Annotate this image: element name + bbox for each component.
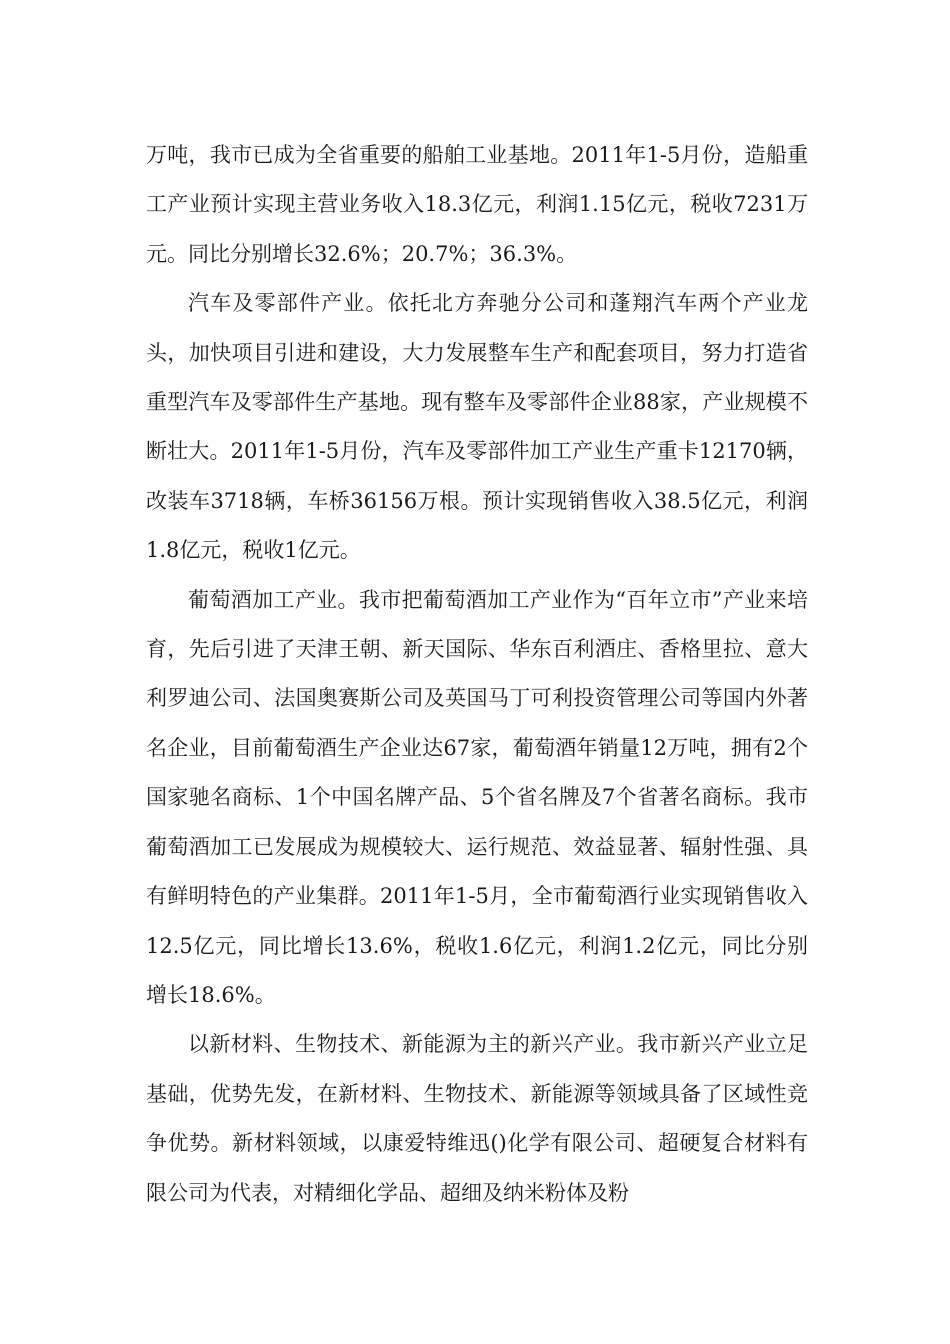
paragraph-emerging-industries: 以新材料、生物技术、新能源为主的新兴产业。我市新兴产业立足基础，优势先发，在新材料、生物技术、新能源等领域具备了区域性竞争优势。新材料领域，以康爱特维迅()化学有限公司、超硬复合材料有限公司为代表，对精细化学品、超细及纳米粉体及粉 — [146, 1032, 808, 1205]
paragraph-automotive: 汽车及零部件产业。依托北方奔驰分公司和蓬翔汽车两个产业龙头，加快项目引进和建设，大力发展整车生产和配套项目，努力打造省重型汽车及零部件生产基地。现有整车及零部件企业88家，产业规模不断壮大。2011年1-5月份，汽车及零部件加工产业生产重卡12170辆，改装车3718辆，车桥36156万根。预计实现销售收入38.5亿元，利润1.8亿元，税收1亿元。 — [146, 291, 808, 563]
paragraph-shipbuilding: 万吨，我市已成为全省重要的船舶工业基地。2011年1-5月份，造船重工产业预计实现主营业务收入18.3亿元，利润1.15亿元，税收7231万元。同比分别增长32.6%；20.7%；36.3%。 — [146, 143, 808, 266]
document-body — [146, 131, 808, 1218]
paragraph-wine: 葡萄酒加工产业。我市把葡萄酒加工产业作为“百年立市”产业来培育，先后引进了天津王朝、新天国际、华东百利酒庄、香格里拉、意大利罗迪公司、法国奥赛斯公司及英国马丁可利投资管理公司等国内外著名企业，目前葡萄酒生产企业达67家，葡萄酒年销量12万吨，拥有2个国家驰名商标、1个中国名牌产品、5个省名牌及7个省著名商标。我市葡萄酒加工已发展成为规模较大、运行规范、效益显著、辐射性强、具有鲜明特色的产业集群。2011年1-5月，全市葡萄酒行业实现销售收入12.5亿元，同比增长13.6%，税收1.6亿元，利润1.2亿元，同比分别增长18.6%。 — [146, 587, 808, 1007]
